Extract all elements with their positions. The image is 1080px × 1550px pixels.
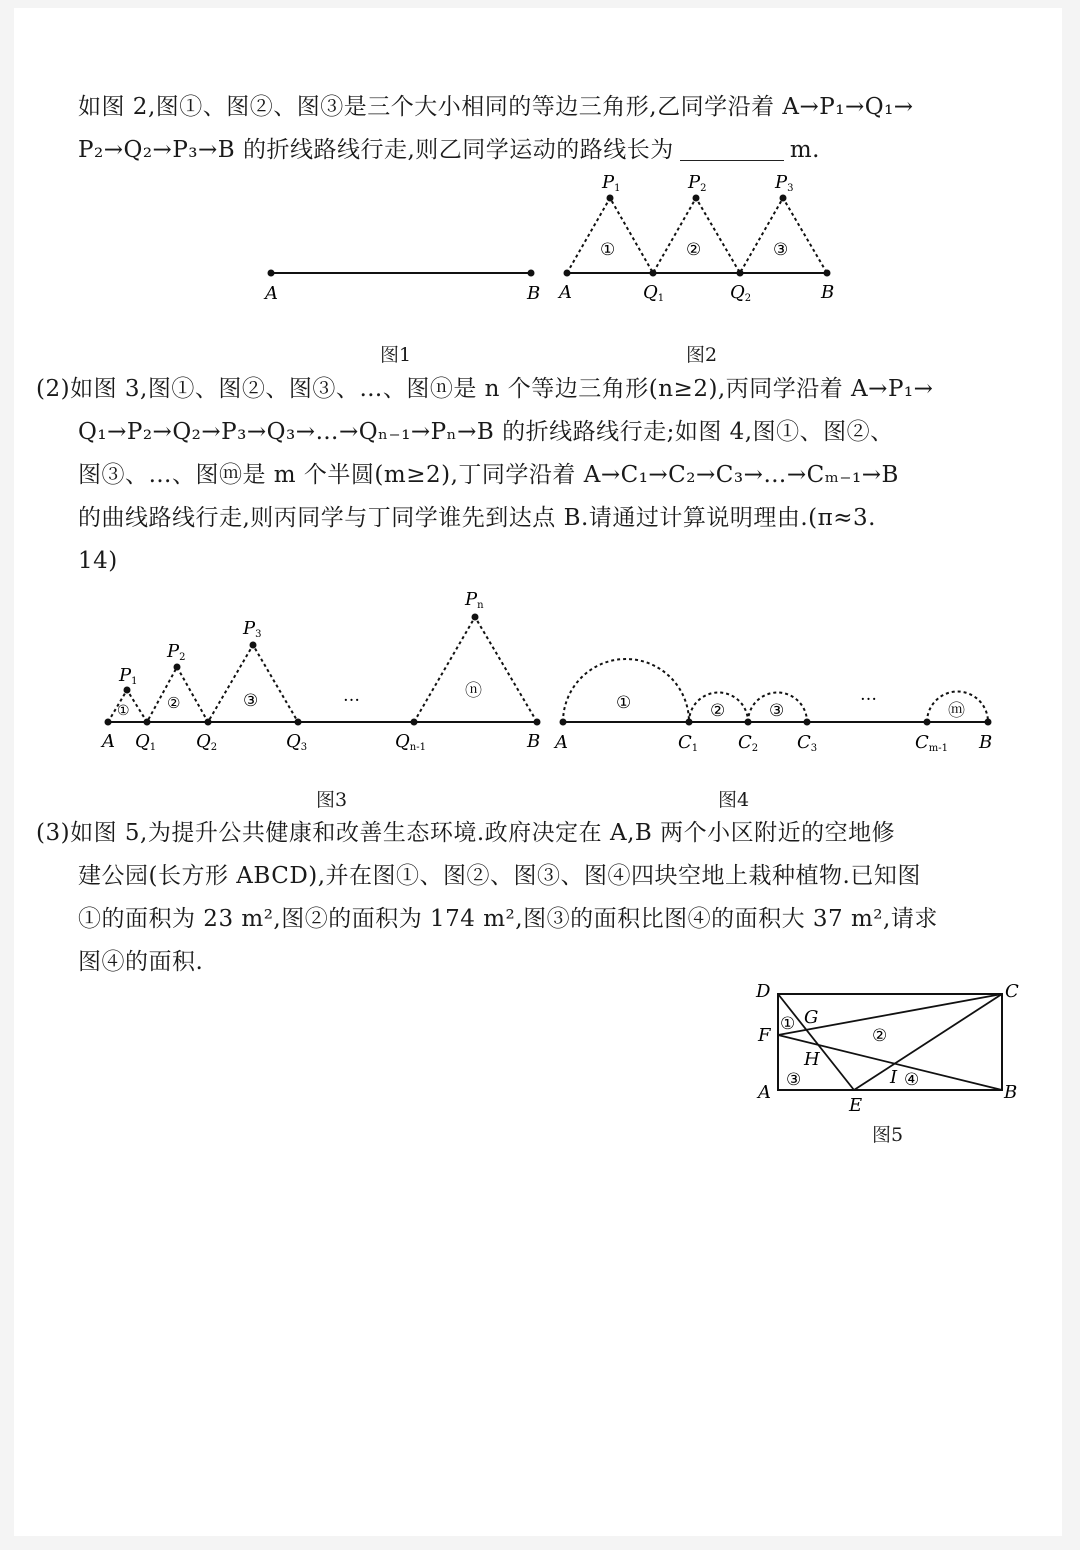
label-A: A	[559, 282, 572, 303]
label-A: A	[758, 1082, 771, 1103]
label-P1: P1	[602, 172, 621, 194]
point-P1	[124, 687, 131, 694]
figure-2	[545, 168, 855, 313]
label-P2: P2	[688, 172, 707, 194]
point-A	[105, 719, 112, 726]
part2-line-1: (2)如图 3,图①、图②、图③、…、图ⓝ是 n 个等边三角形(n≥2),丙同学沿着 A→P₁→	[36, 376, 934, 402]
label-E: E	[849, 1095, 863, 1115]
question-part-3	[36, 812, 1028, 984]
region-3: ③	[773, 240, 789, 260]
label-C1: C1	[678, 732, 699, 754]
point-A	[268, 270, 275, 277]
region-2: ②	[167, 694, 181, 712]
part3-line-1: (3)如图 5,为提升公共健康和改善生态环境.政府决定在 A,B 两个小区附近的空地修	[36, 820, 896, 846]
label-D: D	[756, 981, 771, 1002]
label-Qn-1: Qn-1	[395, 731, 426, 753]
exam-page	[14, 8, 1062, 1536]
point-Pn	[472, 614, 479, 621]
label-P1: P1	[119, 665, 138, 687]
part2-line-4: 的曲线路线行走,则丙同学与丁同学谁先到达点 B.请通过计算说明理由.(π≈3.	[78, 505, 876, 531]
label-I: I	[890, 1067, 898, 1088]
part2-line-5: 14)	[78, 548, 118, 574]
triangle-path	[567, 198, 827, 273]
label-Q3: Q3	[286, 731, 308, 753]
region-3: ③	[243, 691, 259, 711]
label-B: B	[979, 732, 993, 753]
label-C2: C2	[738, 732, 759, 754]
point-C3	[804, 719, 811, 726]
point-Q2	[737, 270, 744, 277]
label-P2: P2	[167, 641, 186, 663]
point-Cm-1	[924, 719, 931, 726]
point-Q1	[650, 270, 657, 277]
region-1: ①	[600, 240, 616, 260]
label-Cm-1: Cm-1	[915, 732, 949, 754]
point-B	[824, 270, 831, 277]
point-P3	[250, 642, 257, 649]
label-Q2: Q2	[196, 731, 218, 753]
figure-5	[748, 975, 1028, 1115]
label-Pn: Pn	[465, 589, 484, 611]
point-B	[985, 719, 992, 726]
region-1: ①	[616, 693, 632, 713]
part2-line-2: Q₁→P₂→Q₂→P₃→Q₃→…→Qₙ₋₁→Pₙ→B 的折线路线行走;如图 4,图①、图②、	[78, 419, 894, 445]
region-3: ③	[769, 701, 785, 721]
label-C3: C3	[797, 732, 818, 754]
label-A: A	[265, 283, 278, 304]
label-B: B	[527, 283, 541, 304]
label-B: B	[1004, 1082, 1018, 1103]
triangle-path-n	[414, 617, 537, 722]
part3-line-3: ①的面积为 23 m²,图②的面积为 174 m²,图③的面积比图④的面积大 37 m²,请求	[78, 906, 938, 932]
region-2: ②	[872, 1026, 888, 1046]
part2-line-3: 图③、…、图ⓜ是 m 个半圆(m≥2),丁同学沿着 A→C₁→C₂→C₃→…→Cₘ₋₁→B	[78, 462, 899, 488]
label-B: B	[527, 731, 541, 752]
label-Q1: Q1	[135, 731, 157, 753]
part3-line-2: 建公园(长方形 ABCD),并在图①、图②、图③、图④四块空地上栽种植物.已知图	[78, 863, 921, 889]
point-P3	[780, 195, 787, 202]
point-A	[564, 270, 571, 277]
point-A	[560, 719, 567, 726]
region-2: ②	[686, 240, 702, 260]
region-3: ③	[786, 1070, 802, 1090]
part3-line-4: 图④的面积.	[78, 949, 204, 975]
region-m: ⓜ	[948, 701, 965, 721]
region-n: ⓝ	[465, 681, 482, 701]
label-A: A	[102, 731, 115, 752]
part1-line-1: 如图 2,图①、图②、图③是三个大小相同的等边三角形,乙同学沿着 A→P₁→Q₁→	[78, 94, 914, 120]
part1-line-2	[78, 129, 1028, 172]
point-Q3	[295, 719, 302, 726]
point-Q2	[205, 719, 212, 726]
label-P3: P3	[243, 618, 262, 640]
figure-3-caption: 图3	[316, 789, 348, 811]
figure-4	[548, 620, 1008, 760]
figure-3	[95, 585, 555, 760]
label-C: C	[1005, 981, 1019, 1002]
question-part-2	[36, 368, 1028, 583]
label-H: H	[804, 1049, 820, 1070]
label-Q2: Q2	[730, 282, 752, 304]
point-P1	[607, 195, 614, 202]
region-1: ①	[780, 1014, 796, 1034]
question-part-1	[78, 86, 1028, 172]
point-B	[528, 270, 535, 277]
figure-1	[255, 255, 555, 315]
point-P2	[174, 664, 181, 671]
point-C2	[745, 719, 752, 726]
label-A: A	[555, 732, 568, 753]
label-B: B	[821, 282, 835, 303]
figure-2-caption: 图2	[686, 344, 718, 366]
label-G: G	[804, 1007, 819, 1028]
figure-4-caption: 图4	[718, 789, 750, 811]
point-Q1	[144, 719, 151, 726]
part1-line-2-text: P₂→Q₂→P₃→B 的折线路线行走,则乙同学运动的路线长为	[78, 137, 674, 163]
answer-blank[interactable]	[680, 138, 784, 161]
ellipsis: …	[343, 686, 360, 706]
label-P3: P3	[775, 172, 794, 194]
point-P2	[693, 195, 700, 202]
region-2: ②	[710, 701, 726, 721]
label-F: F	[758, 1025, 771, 1046]
figure-5-caption: 图5	[872, 1124, 904, 1146]
point-Qn-1	[411, 719, 418, 726]
ellipsis: …	[860, 685, 877, 705]
point-C1	[686, 719, 693, 726]
region-1: ①	[117, 703, 130, 719]
label-Q1: Q1	[643, 282, 665, 304]
point-B	[534, 719, 541, 726]
region-4: ④	[904, 1070, 920, 1090]
figure-1-caption: 图1	[380, 344, 412, 366]
part1-unit: m.	[789, 137, 820, 163]
